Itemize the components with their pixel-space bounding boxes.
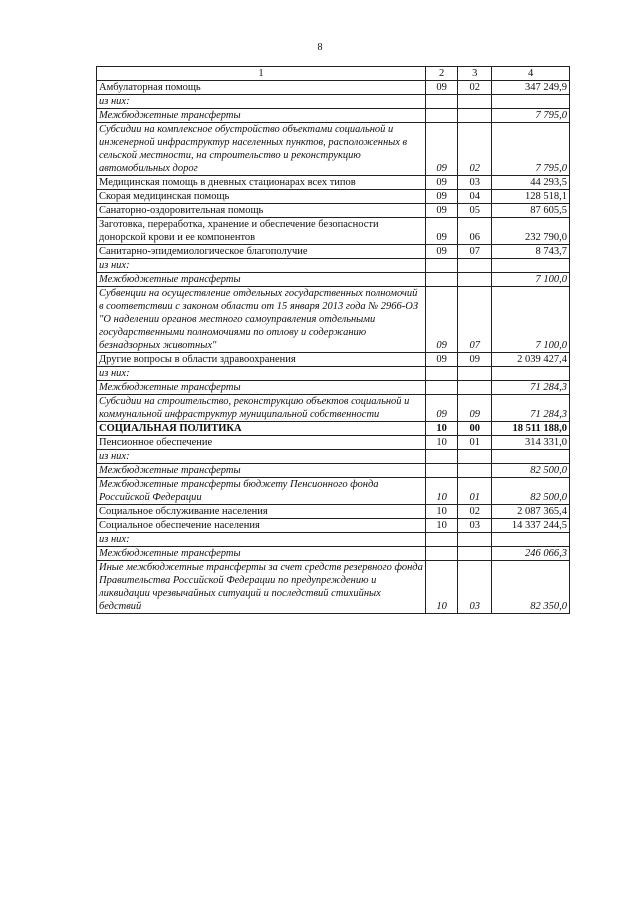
row-subsection-cell: 05 [458,204,492,218]
row-section-cell [426,450,458,464]
row-name-cell: Социальное обслуживание населения [97,505,426,519]
row-amount-cell: 82 350,0 [492,561,570,614]
row-section-cell [426,273,458,287]
header-col-4: 4 [492,67,570,81]
row-name-cell: Межбюджетные трансферты бюджету Пенсионного фонда Российской Федерации [97,478,426,505]
row-subsection-cell [458,547,492,561]
row-subsection-cell [458,109,492,123]
row-subsection-cell [458,95,492,109]
row-name-cell: Иные межбюджетные трансферты за счет средств резервного фонда Правительства Российской Федерации по предупреждению и ликвидации чрезвычайных ситуаций и последствий стихийных бедствий [97,561,426,614]
row-section-cell: 09 [426,190,458,204]
row-subsection-cell: 02 [458,505,492,519]
row-name-cell: из них: [97,367,426,381]
page-number: 8 [317,42,323,53]
row-amount-cell: 347 249,9 [492,81,570,95]
row-subsection-cell: 09 [458,353,492,367]
row-name-cell: Санаторно-оздоровительная помощь [97,204,426,218]
row-section-cell: 10 [426,519,458,533]
row-subsection-cell: 04 [458,190,492,204]
row-section-cell [426,367,458,381]
table-row [97,95,570,109]
row-subsection-cell: 07 [458,287,492,353]
table-row [97,245,570,259]
row-section-cell: 09 [426,395,458,422]
table-row [97,190,570,204]
row-section-cell [426,464,458,478]
row-subsection-cell [458,381,492,395]
table-row [97,464,570,478]
table-row [97,381,570,395]
row-name-cell: Медицинская помощь в дневных стационарах всех типов [97,176,426,190]
table-row [97,176,570,190]
row-section-cell: 09 [426,81,458,95]
row-amount-cell: 8 743,7 [492,245,570,259]
table-row [97,395,570,422]
row-amount-cell: 2 039 427,4 [492,353,570,367]
row-subsection-cell: 03 [458,561,492,614]
row-subsection-cell: 03 [458,519,492,533]
header-col-2: 2 [426,67,458,81]
row-section-cell [426,109,458,123]
row-amount-cell: 44 293,5 [492,176,570,190]
row-name-cell: Скорая медицинская помощь [97,190,426,204]
row-subsection-cell: 01 [458,436,492,450]
row-amount-cell: 71 284,3 [492,381,570,395]
row-amount-cell: 14 337 244,5 [492,519,570,533]
row-subsection-cell: 01 [458,478,492,505]
row-name-cell: Субсидии на комплексное обустройство объектами социальной и инженерной инфраструктур населенных пунктов, расположенных в сельской местности, на строительство и реконструкцию автомобильных дорог [97,123,426,176]
row-name-cell: Межбюджетные трансферты [97,273,426,287]
row-subsection-cell: 07 [458,245,492,259]
row-amount-cell: 232 790,0 [492,218,570,245]
row-subsection-cell: 09 [458,395,492,422]
table-row [97,81,570,95]
budget-table-body [97,67,570,614]
row-amount-cell [492,533,570,547]
row-name-cell: Другие вопросы в области здравоохранения [97,353,426,367]
header-col-1: 1 [97,67,426,81]
row-amount-cell: 18 511 188,0 [492,422,570,436]
row-name-cell: Санитарно-эпидемиологическое благополучие [97,245,426,259]
row-name-cell: из них: [97,450,426,464]
table-row [97,478,570,505]
row-amount-cell [492,450,570,464]
row-section-cell: 09 [426,123,458,176]
row-section-cell [426,381,458,395]
table-row [97,367,570,381]
row-section-cell: 09 [426,218,458,245]
row-name-cell: Социальное обеспечение населения [97,519,426,533]
row-subsection-cell: 02 [458,81,492,95]
row-name-cell: Субсидии на строительство, реконструкцию объектов социальной и коммунальной инфраструктур муниципальной собственности [97,395,426,422]
table-row [97,505,570,519]
row-name-cell: Межбюджетные трансферты [97,547,426,561]
row-amount-cell: 87 605,5 [492,204,570,218]
row-section-cell: 09 [426,353,458,367]
row-amount-cell: 82 500,0 [492,478,570,505]
table-row [97,109,570,123]
row-amount-cell [492,367,570,381]
row-amount-cell [492,95,570,109]
row-name-cell: из них: [97,259,426,273]
row-amount-cell: 7 795,0 [492,109,570,123]
row-amount-cell: 128 518,1 [492,190,570,204]
row-name-cell: из них: [97,533,426,547]
table-row [97,561,570,614]
row-name-cell: Межбюджетные трансферты [97,464,426,478]
row-section-cell: 10 [426,505,458,519]
row-amount-cell: 7 100,0 [492,273,570,287]
table-row [97,519,570,533]
table-row [97,287,570,353]
row-name-cell: СОЦИАЛЬНАЯ ПОЛИТИКА [97,422,426,436]
row-name-cell: Пенсионное обеспечение [97,436,426,450]
row-amount-cell: 71 284,3 [492,395,570,422]
row-section-cell: 09 [426,204,458,218]
table-row [97,204,570,218]
table-row [97,353,570,367]
table-row [97,218,570,245]
row-amount-cell: 7 100,0 [492,287,570,353]
row-subsection-cell: 03 [458,176,492,190]
row-section-cell: 10 [426,422,458,436]
row-name-cell: из них: [97,95,426,109]
table-row [97,533,570,547]
row-subsection-cell [458,464,492,478]
row-subsection-cell [458,259,492,273]
table-row [97,273,570,287]
row-section-cell: 09 [426,176,458,190]
row-name-cell: Субвенции на осуществление отдельных государственных полномочий в соответствии с законом области от 15 января 2013 года № 2966-ОЗ "О наделении органов местного самоуправления отдельными государственными полномочиями по отлову и содержанию безнадзорных животных" [97,287,426,353]
row-amount-cell: 82 500,0 [492,464,570,478]
table-row [97,123,570,176]
row-amount-cell [492,259,570,273]
row-name-cell: Заготовка, переработка, хранение и обеспечение безопасности донорской крови и ее компонентов [97,218,426,245]
row-name-cell: Межбюджетные трансферты [97,381,426,395]
row-section-cell: 10 [426,478,458,505]
table-row [97,450,570,464]
row-section-cell [426,533,458,547]
row-section-cell [426,547,458,561]
row-section-cell [426,95,458,109]
table-row [97,547,570,561]
header-col-3: 3 [458,67,492,81]
row-subsection-cell: 06 [458,218,492,245]
row-subsection-cell [458,450,492,464]
row-section-cell: 10 [426,436,458,450]
row-subsection-cell [458,533,492,547]
row-section-cell: 09 [426,245,458,259]
row-subsection-cell: 02 [458,123,492,176]
row-amount-cell: 314 331,0 [492,436,570,450]
row-subsection-cell: 00 [458,422,492,436]
row-amount-cell: 246 066,3 [492,547,570,561]
table-row [97,422,570,436]
row-amount-cell: 7 795,0 [492,123,570,176]
row-name-cell: Амбулаторная помощь [97,81,426,95]
table-row [97,259,570,273]
row-section-cell: 10 [426,561,458,614]
table-row [97,436,570,450]
row-section-cell [426,259,458,273]
row-section-cell: 09 [426,287,458,353]
row-subsection-cell [458,367,492,381]
row-subsection-cell [458,273,492,287]
budget-table [96,66,570,614]
row-name-cell: Межбюджетные трансферты [97,109,426,123]
row-amount-cell: 2 087 365,4 [492,505,570,519]
table-header-row [97,67,570,81]
